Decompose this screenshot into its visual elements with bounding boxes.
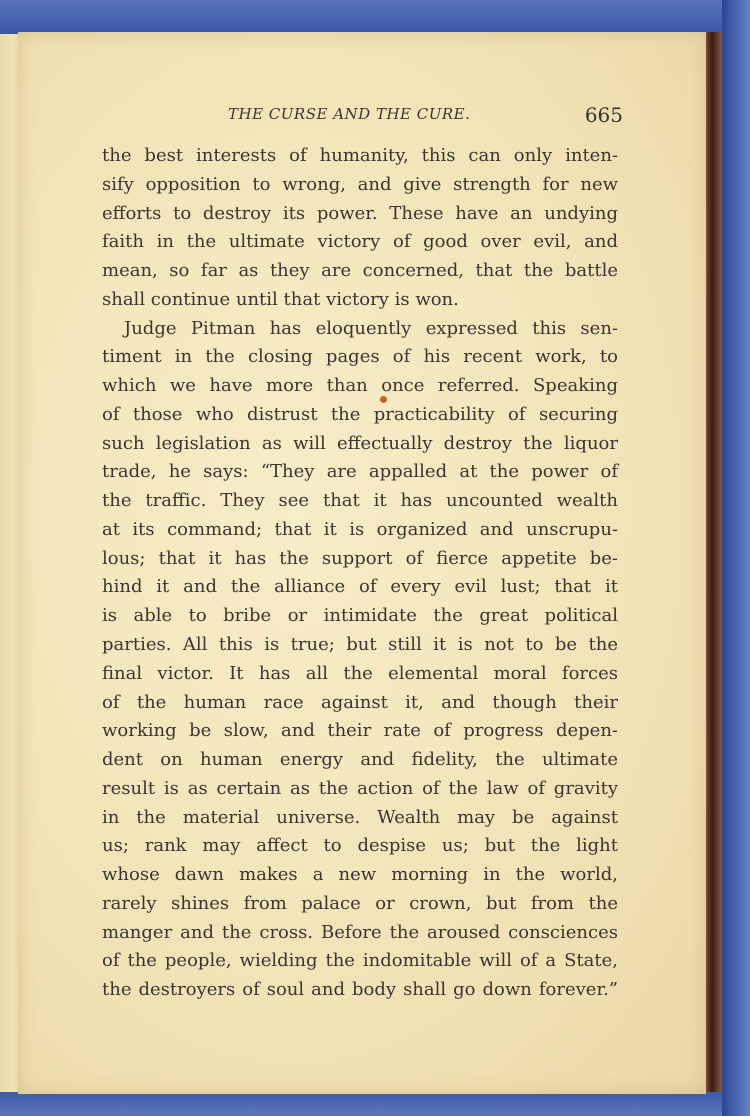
text-line: the destroyers of soul and body shall go down forever.” (102, 979, 618, 1001)
text-line: whose dawn makes a new morning in the world, (102, 864, 618, 886)
body-text (102, 142, 618, 1005)
text-line: final victor. It has all the elemental moral forces (102, 662, 618, 684)
text-line: of the human race against it, and though their (102, 691, 618, 713)
text-line: manger and the cross. Before the aroused consciences (102, 921, 618, 943)
ink-spot (380, 396, 387, 403)
text-line: at its command; that it is organized and unscrupu- (102, 518, 618, 540)
text-line: faith in the ultimate victory of good over evil, and (102, 231, 618, 253)
text-line: us; rank may affect to despise us; but the light (102, 835, 618, 857)
text-line: Judge Pitman has eloquently expressed this sen- (124, 317, 618, 339)
text-line: rarely shines from palace or crown, but from the (102, 892, 618, 914)
running-title: THE CURSE AND THE CURE. (228, 105, 471, 123)
text-line: timent in the closing pages of his recent work, to (102, 346, 618, 368)
text-line: result is as certain as the action of the law of gravity (102, 777, 618, 799)
text-line: lous; that it has the support of fierce appetite be- (102, 547, 618, 569)
text-line: of the people, wielding the indomitable will of a State, (102, 950, 618, 972)
text-line: parties. All this is true; but still it is not to be the (102, 634, 618, 656)
text-line: efforts to destroy its power. These have an undying (102, 202, 618, 224)
text-line: sify opposition to wrong, and give strength for new (102, 173, 618, 195)
text-line: of those who distrust the practicability of securing (102, 403, 618, 425)
text-line: hind it and the alliance of every evil lust; that it (102, 576, 618, 598)
text-line: is able to bribe or intimidate the great political (102, 605, 618, 627)
text-line: the best interests of humanity, this can only inten- (102, 145, 618, 166)
text-line: such legislation as will effectually destroy the liquor (102, 432, 618, 454)
cover-right-edge (722, 0, 750, 1116)
text-line: shall continue until that victory is won. (102, 288, 459, 310)
text-line: in the material universe. Wealth may be against (102, 806, 618, 828)
text-line: dent on human energy and fidelity, the ultimate (102, 749, 618, 771)
page-number: 665 (584, 103, 623, 127)
text-line: mean, so far as they are concerned, that the battle (102, 260, 618, 282)
page-header (228, 103, 623, 129)
text-line: trade, he says: “They are appalled at the power of (102, 461, 618, 483)
text-line: which we have more than once referred. Speaking (102, 375, 618, 397)
text-line: the traffic. They see that it has uncounted wealth (102, 490, 618, 512)
cover-top-edge (0, 0, 750, 34)
text-line: working be slow, and their rate of progress depen- (102, 720, 618, 742)
